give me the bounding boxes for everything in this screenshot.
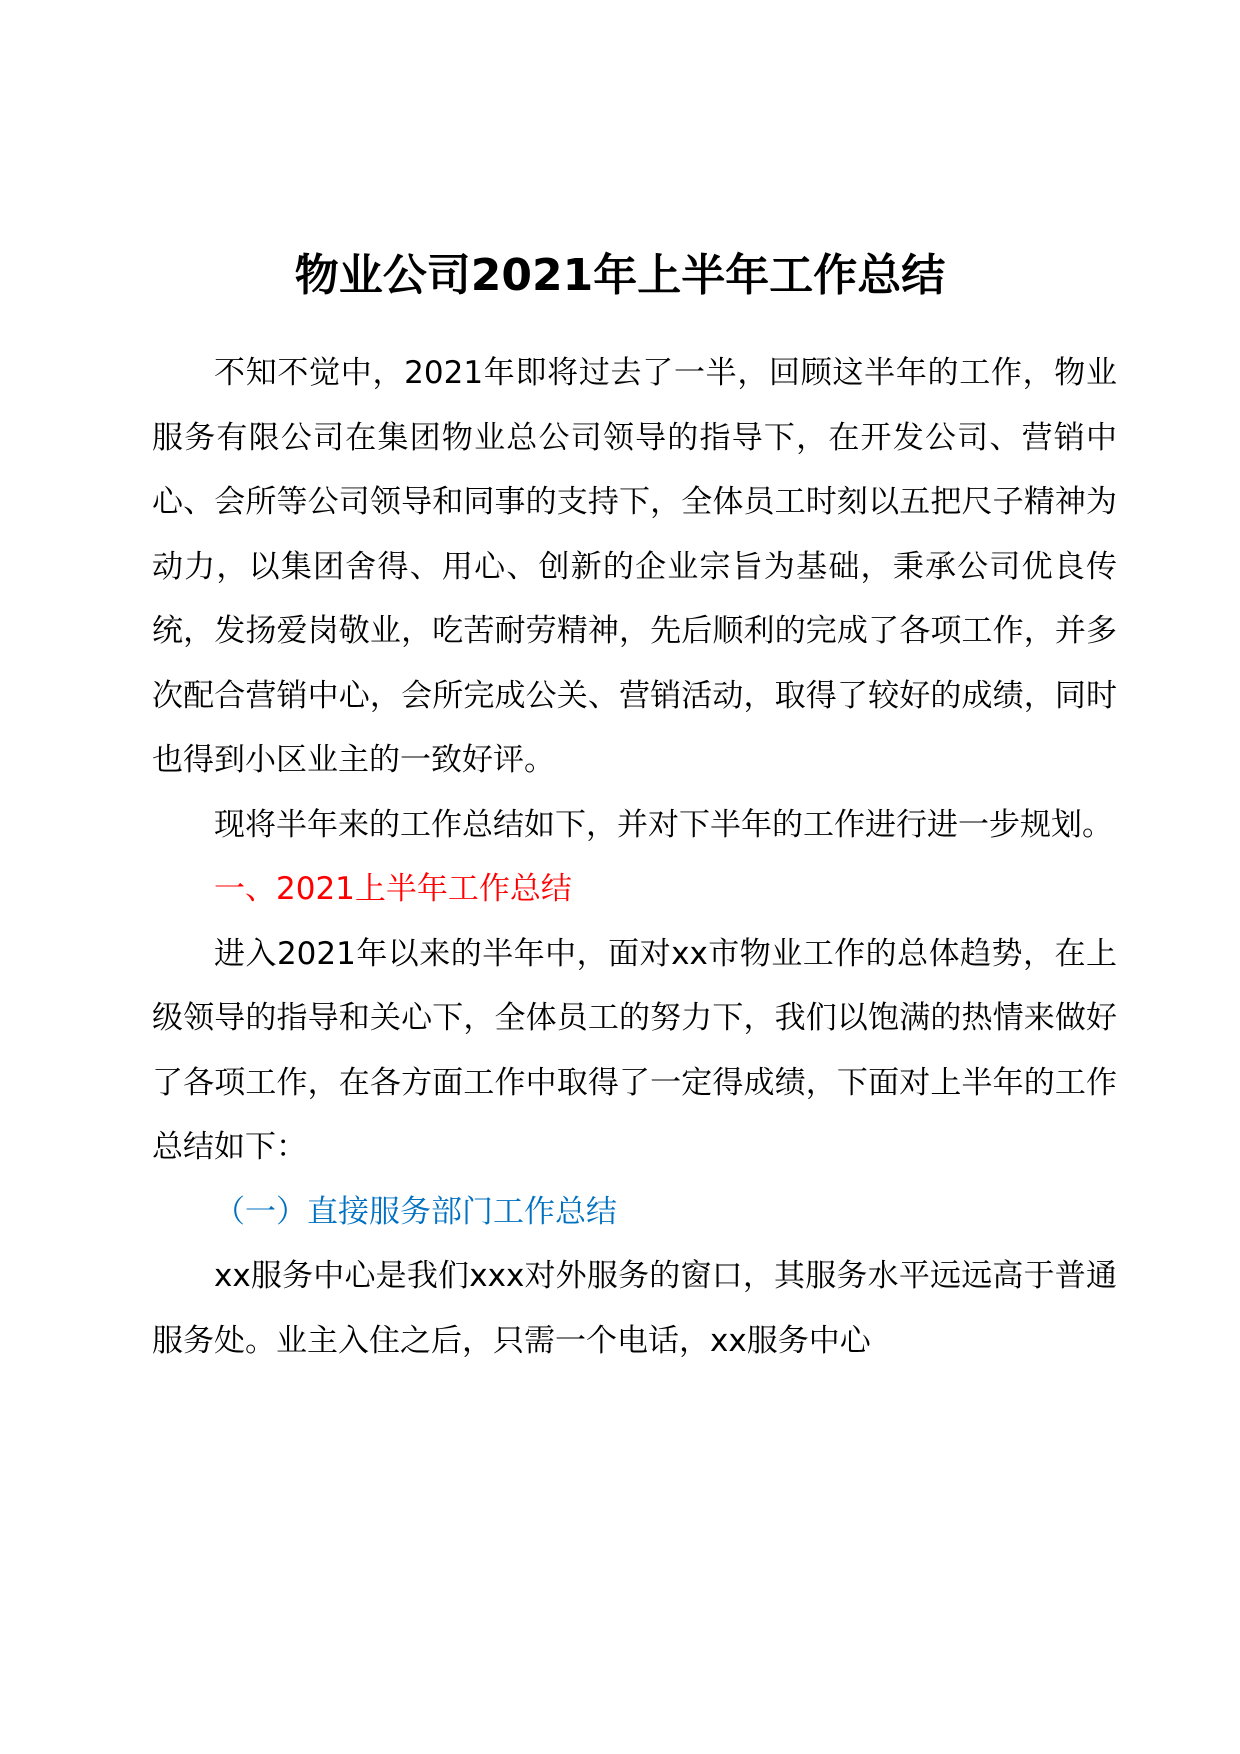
section-heading: 一、2021上半年工作总结 xyxy=(214,871,572,907)
section-paragraph: 进入2021年以来的半年中，面对xx市物业工作的总体趋势，在上级领导的指导和关心下，全体员工的努力下，我们以饱满的热情来做好了各项工作，在各方面工作中取得了一定得成绩，下面对上半年的工作总结如下： xyxy=(152,935,1117,1165)
intro-paragraph: 不知不觉中，2021年即将过去了一半，回顾这半年的工作，物业服务有限公司在集团物业总公司领导的指导下，在开发公司、营销中心、会所等公司领导和同事的支持下，全体员工时刻以五把尺子精神为动力，以集团舍得、用心、创新的企业宗旨为基础，秉承公司优良传统，发扬爱岗敬业，吃苦耐劳精神，先后顺利的完成了各项工作，并多次配合营销中心，会所完成公关、营销活动，取得了较好的成绩，同时也得到小区业主的一致好评。 xyxy=(152,355,1117,778)
subsection-heading: （一）直接服务部门工作总结 xyxy=(214,1193,617,1230)
plan-paragraph: 现将半年来的工作总结如下，并对下半年的工作进行进一步规划。 xyxy=(214,806,1113,843)
document-title: 物业公司2021年上半年工作总结 xyxy=(294,250,946,301)
subsection-paragraph: xx服务中心是我们xxx对外服务的窗口，其服务水平远远高于普通服务处。业主入住之后，只需一个电话，xx服务中心 xyxy=(152,1258,1117,1359)
document-body xyxy=(152,341,1117,1373)
